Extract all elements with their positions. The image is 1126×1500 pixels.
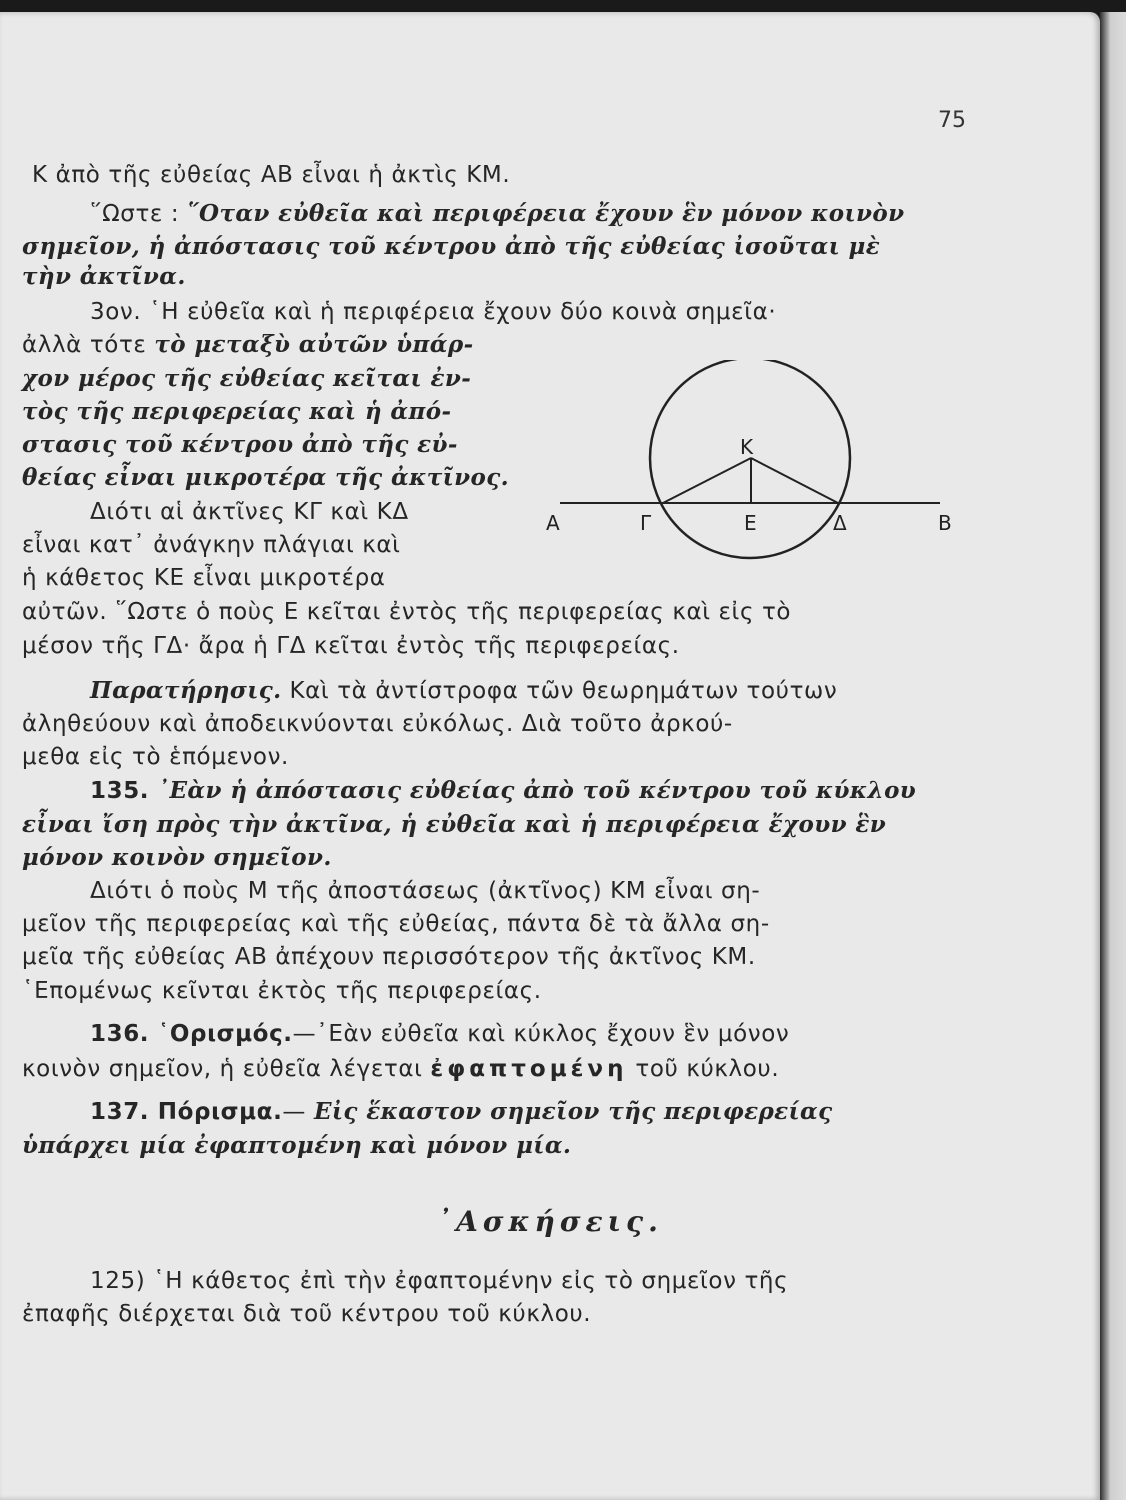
theorem-text: στασις τοῦ κέντρου ἀπὸ τῆς εὐ-: [22, 431, 458, 458]
theorem-text: σημεῖον, ἡ ἀπόστασις τοῦ κέντρου ἀπὸ τῆς εὐθείας ἰσοῦται μὲ: [22, 233, 881, 260]
geometry-figure: [540, 360, 970, 560]
text-line: [90, 776, 916, 806]
text-line: [90, 1019, 789, 1049]
corollary-heading: 137. Πόρισμα.: [90, 1099, 283, 1125]
theorem-text: Εἰς ἕκαστον σημεῖον τῆς περιφερείας: [313, 1098, 833, 1125]
text-line: [90, 1097, 833, 1127]
label-a: Α: [546, 511, 560, 535]
theorem-text: τὸ μεταξὺ αὐτῶν ὑπάρ-: [154, 331, 474, 358]
text-line: ῾Επομένως κεῖνται ἐκτὸς τῆς περιφερείας.: [22, 978, 542, 1004]
page-number: 75: [938, 108, 966, 133]
text-line: [90, 676, 837, 706]
label-d: Δ: [833, 511, 847, 535]
text-line: [90, 199, 904, 229]
text-span: κοινὸν σημεῖον, ἡ εὐθεῖα λέγεται: [22, 1056, 431, 1082]
defined-term: ἐφαπτομένη: [430, 1056, 628, 1082]
text-line: μεῖον τῆς περιφερείας καὶ τῆς εὐθείας, πάντα δὲ τὰ ἄλλα ση-: [22, 911, 770, 937]
theorem-text: εἶναι ἴση πρὸς τὴν ἀκτῖνα, ἡ εὐθεῖα καὶ ἡ περιφέρεια ἔχουν ἓν: [22, 811, 887, 838]
theorem-text: ῞Οταν εὐθεῖα καὶ περιφέρεια ἔχουν ἓν μόνον κοινὸν: [187, 200, 905, 227]
text-span: —᾽Εὰν εὐθεῖα καὶ κύκλος ἔχουν ἓν μόνον: [292, 1021, 790, 1047]
radius-kg: [663, 458, 751, 503]
text-line: 125) ῾Η κάθετος ἐπὶ τὴν ἐφαπτομένην εἰς τὸ σημεῖον τῆς: [90, 1268, 789, 1294]
text-line: Κ ἀπὸ τῆς εὐθείας ΑΒ εἶναι ἡ ἀκτὶς ΚΜ.: [32, 162, 511, 188]
definition-heading: 136. ῾Ορισμός.: [90, 1021, 293, 1047]
radius-kd: [751, 458, 838, 503]
label-k: Κ: [740, 435, 754, 459]
label-e: Ε: [744, 511, 757, 535]
text-line: μεῖα τῆς εὐθείας ΑΒ ἀπέχουν περισσότερον τῆς ἀκτῖνος ΚΜ.: [22, 944, 756, 970]
text-line: μέσον τῆς ΓΔ· ἄρα ἡ ΓΔ κεῖται ἐντὸς τῆς περιφερείας.: [22, 633, 680, 659]
label-b: Β: [938, 511, 952, 535]
theorem-number: 135.: [90, 778, 150, 804]
page-edge: [1100, 12, 1126, 1500]
text-line: 3ον. ῾Η εὐθεῖα καὶ ἡ περιφέρεια ἔχουν δύο κοινὰ σημεῖα·: [90, 299, 777, 325]
text-line: Διότι αἱ ἀκτῖνες ΚΓ καὶ ΚΔ: [90, 499, 409, 525]
text-line: Διότι ὁ ποὺς Μ τῆς ἀποστάσεως (ἀκτῖνος) ΚΜ εἶναι ση-: [90, 878, 761, 904]
text-line: μεθα εἰς τὸ ἑπόμενον.: [22, 744, 289, 770]
theorem-text: τὴν ἀκτῖνα.: [22, 263, 186, 290]
text-line: ἐπαφῆς διέρχεται διὰ τοῦ κέντρου τοῦ κύκλου.: [22, 1301, 592, 1327]
text-line: [22, 1054, 779, 1084]
section-title: ᾽Ασκήσεις.: [437, 1205, 663, 1238]
text-line: [22, 330, 474, 360]
remark-heading: Παρατήρησις.: [90, 677, 282, 704]
theorem-text: τὸς τῆς περιφερείας καὶ ἡ ἀπό-: [22, 398, 452, 425]
text-span: ῞Ωστε :: [90, 201, 188, 227]
theorem-text: χον μέρος τῆς εὐθείας κεῖται ἐν-: [22, 365, 472, 392]
text-line: αὐτῶν. ῞Ωστε ὁ ποὺς Ε κεῖται ἐντὸς τῆς περιφερείας καὶ εἰς τὸ: [22, 599, 792, 625]
text-span: Καὶ τὰ ἀντίστροφα τῶν θεωρημάτων τούτων: [281, 678, 838, 704]
text-line: ἡ κάθετος ΚΕ εἶναι μικροτέρα: [22, 565, 386, 591]
text-span: τοῦ κύκλου.: [627, 1056, 780, 1082]
text-span: —: [282, 1099, 314, 1125]
theorem-text: θείας εἶναι μικροτέρα τῆς ἀκτῖνος.: [22, 464, 510, 491]
theorem-text: μόνον κοινὸν σημεῖον.: [22, 844, 332, 871]
text-span: ἀλλὰ τότε: [22, 332, 155, 358]
text-line: ἀληθεύουν καὶ ἀποδεικνύονται εὐκόλως. Διὰ τοῦτο ἀρκού-: [22, 711, 733, 737]
theorem-text: ᾽Εὰν ἡ ἀπόστασις εὐθείας ἀπὸ τοῦ κέντρου τοῦ κύκλου: [149, 777, 917, 804]
label-g: Γ: [640, 511, 652, 535]
theorem-text: ὑπάρχει μία ἐφαπτομένη καὶ μόνον μία.: [22, 1132, 572, 1159]
text-line: εἶναι κατ᾽ ἀνάγκην πλάγιαι καὶ: [22, 532, 401, 558]
